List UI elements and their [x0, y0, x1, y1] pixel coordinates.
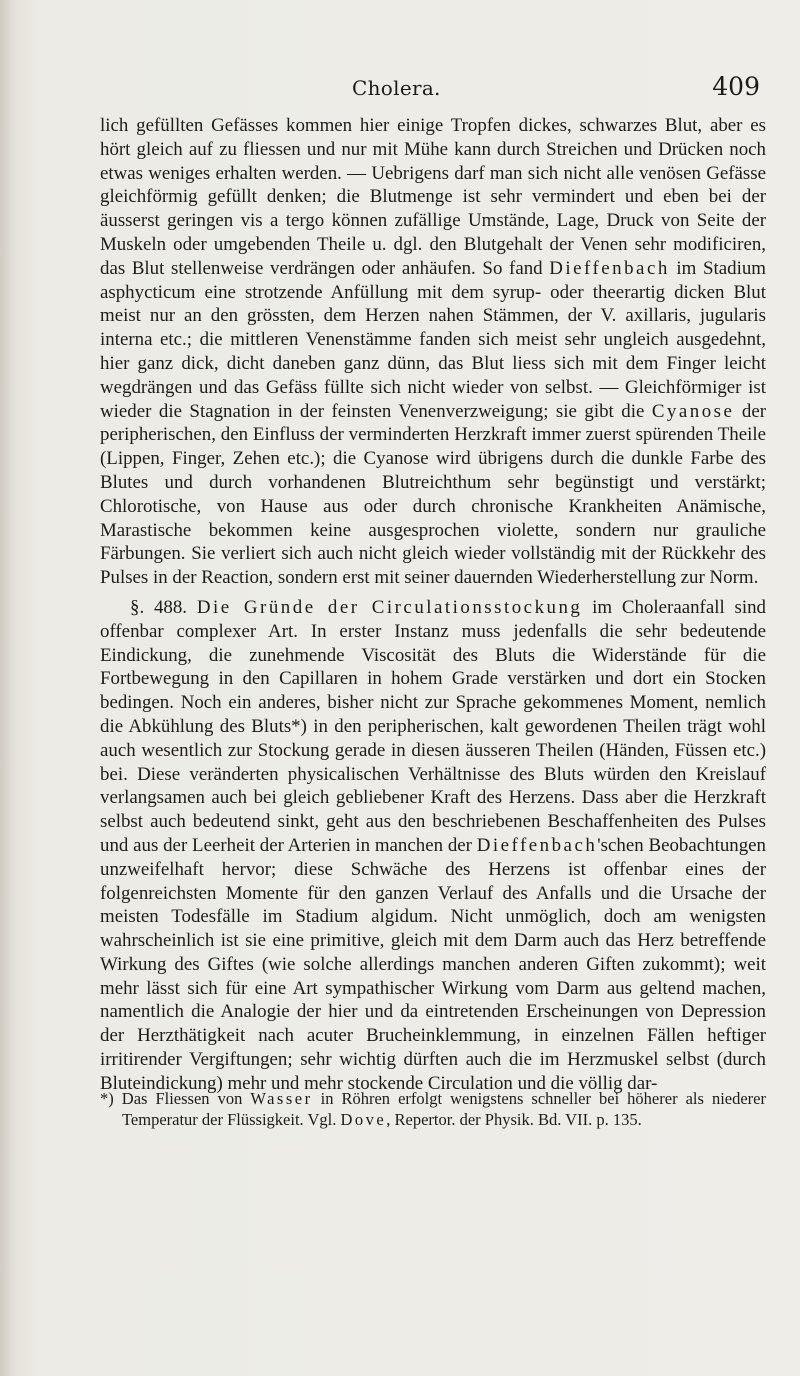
- author-name: Dieffenbach: [476, 834, 598, 856]
- section-heading: Die Gründe der Circulationsstockung: [196, 596, 583, 618]
- footnote-marker: *): [100, 1089, 114, 1108]
- section-number: §. 488.: [130, 596, 188, 618]
- paragraph-continuation: lich gefüllten Gefässes kommen hier einige Tropfen dickes, schwarzes Blut, aber es hört gleich auf zu fliessen und nur mit Mühe kann durch Streichen und Drücken noch etwas weniges erhalten werden. — Uebrigens darf man sich nicht alle venösen Gefässe gleichförmig gefüllt denken; die Blutmenge ist sehr vermindert und eben bei der äusserst geringen vis a tergo können zufällige Umstände, Lage, Druck von Seite der Muskeln oder umgebenden Theile u. dgl. den Blutgehalt der Venen sehr modificiren, das Blut stellenweise verdrängen oder anhäufen. So fand Dieffenbach im Stadium asphycticum eine strotzende Anfüllung mit dem syrup- oder theerartig dicken Blut meist nur an den grössten, dem Herzen nahen Stämmen, der V. axillaris, jugularis interna etc.; die mittleren Venenstämme fanden sich meist sehr ungleich ausgedehnt, hier ganz dick, dicht daneben ganz dünn, das Blut liess sich mit dem Finger leicht wegdrängen und das Gefäss füllte sich nicht wieder von selbst. — Gleichförmiger ist wieder die Stagnation in der feinsten Venenverzweigung; sie gibt die Cyanose der peripherischen, den Einfluss der verminderten Herzkraft immer zuerst spürenden Theile (Lippen, Finger, Zehen etc.); die Cyanose wird übrigens durch die dunkle Farbe des Blutes und durch vorhandenen Blutreichthum sehr begünstigt und verstärkt; Chlorotische, von Hause aus oder durch chronische Krankheiten Anämische, Marastische bekommen keine ausgesprochen violette, sondern nur grauliche Färbungen. Sie verliert sich auch nicht gleich wieder vollständig mit der Rückkehr des Pulses in der Reaction, sondern erst mit seiner dauernden Wiederherstellung zur Norm.: [100, 115, 766, 589]
- page-header: [90, 72, 770, 112]
- main-text: [100, 114, 766, 1096]
- author-name: Dove: [340, 1110, 387, 1129]
- running-head: Cholera.: [352, 76, 441, 100]
- footnote: *) Das Fliessen von Wasser in Röhren erfolgt wenigstens schneller bei höherer als niederer Temperatur der Flüssigkeit. Vgl. Dove, Repertor. der Physik. Bd. VII. p. 135.: [100, 1089, 766, 1129]
- term-emphasis: Wasser: [250, 1089, 313, 1108]
- page-number: 409: [712, 72, 760, 101]
- author-name: Dieffenbach: [549, 257, 670, 279]
- term-emphasis: Cyanose: [651, 400, 735, 422]
- paragraph-section-488: §. 488. Die Gründe der Circulationsstockung im Choleraanfall sind offenbar complexer Art. In erster Instanz muss jedenfalls die sehr bedeutende Eindickung, die zunehmende Viscosität des Bluts die Widerstände für die Fortbewegung in den Capillaren in hohem Grade verstärken und dort ein Stocken bedingen. Noch ein anderes, bisher nicht zur Sprache gekommenes Moment, nemlich die Abkühlung des Bluts*) in den peripherischen, kalt gewordenen Theilen trägt wohl auch wesentlich zur Stockung gerade in diesen äusseren Theilen (Händen, Füssen etc.) bei. Diese veränderten physicalischen Verhältnisse des Bluts würden den Kreislauf verlangsamen auch bei gleich gebliebener Kraft des Herzens. Dass aber die Herzkraft selbst auch bedeutend sinkt, geht aus den beschriebenen Beschaffenheiten des Pulses und aus der Leerheit der Arterien in manchen der Dieffenbach'schen Beobachtungen unzweifelhaft hervor; diese Schwäche des Herzens ist offenbar eines der folgenreichsten Momente für den ganzen Verlauf des Anfalls und die Ursache der meisten Todesfälle im Stadium algidum. Nicht unmöglich, doch am wenigsten wahrscheinlich ist sie eine primitive, gleich mit dem Darm auch das Herz betreffende Wirkung des Giftes (wie solche allerdings manchen anderen Giften zukommt); weit mehr lässt sich für eine Art sympathischer Wirkung vom Darm aus geltend machen, namentlich die Analogie der hier und da eintretenden Erscheinungen von Depression der Herzthätigkeit nach acuter Brucheinklemmung, in einzelnen Fällen heftiger irritirender Vergiftungen; sehr wichtig dürften auch die im Herzmuskel selbst (durch Bluteindickung) mehr und mehr stockende Circulation und die völlig dar-: [100, 596, 766, 1094]
